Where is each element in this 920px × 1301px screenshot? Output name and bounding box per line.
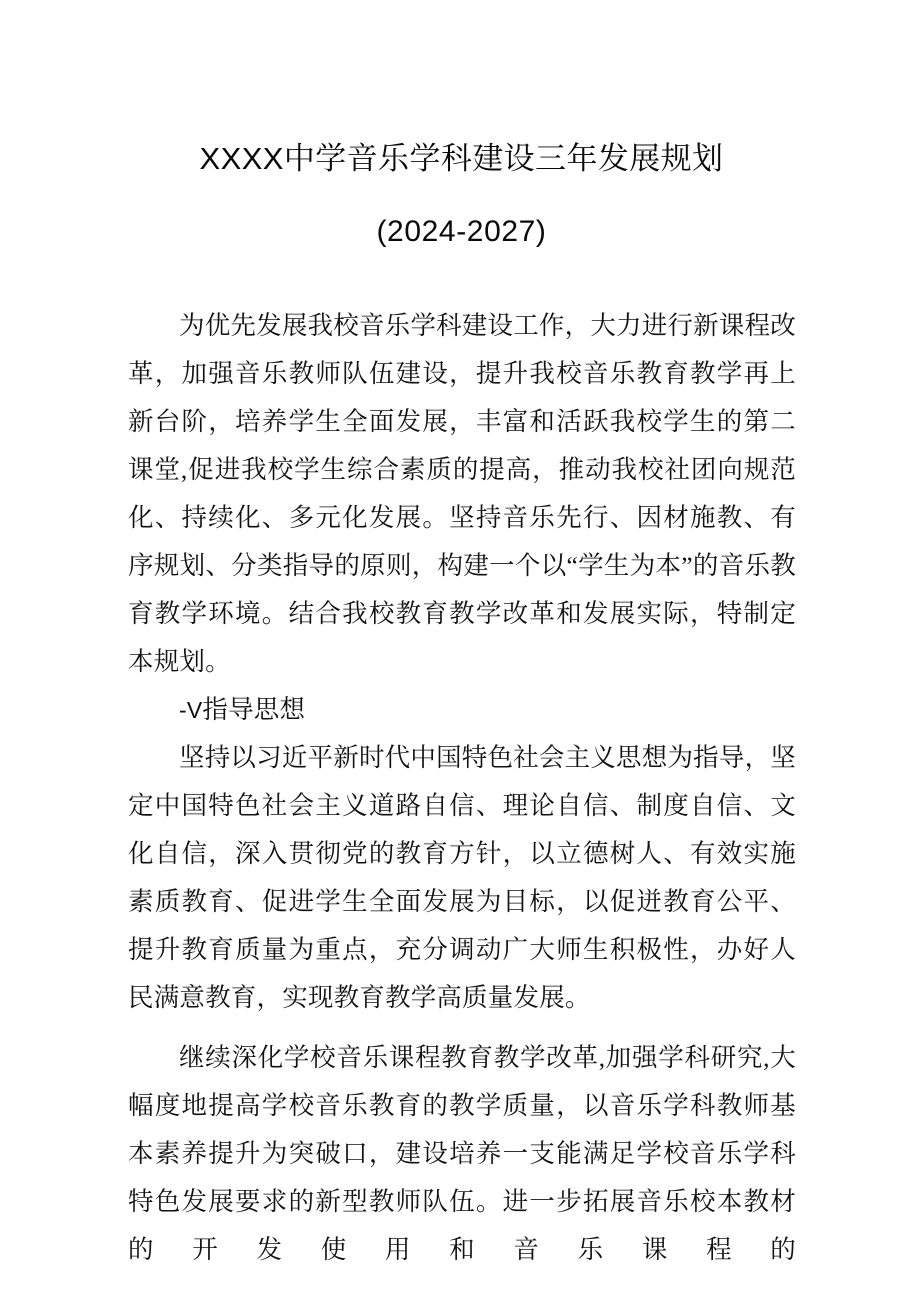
section-paragraph-2: 继续深化学校音乐课程教育教学改革,加强学科研究,大幅度地提高学校音乐教育的教学质量，以音乐学科教师基本素养提升为突破口，建设培养一支能满足学校音乐学科特色发展要求的新型教师队伍。进一步拓展音乐校本教材的开发使用和音乐课程的 — [128, 1043, 796, 1264]
title-block — [128, 138, 795, 252]
section-paragraph-1: 坚持以习近平新时代中国特色社会主义思想为指导，坚定中国特色社会主义道路自信、理论自信、制度自信、文化自信，深入贯彻党的教育方针，以立德树人、有效实施素质教育、促进学生全面发展为目标，以促迸教育公平、提升教育质量为重点，充分调动广大师生积极性，办好人民满意教育，实现教育教学高质量发展。 — [128, 743, 796, 1012]
document-body — [128, 302, 796, 1274]
section-heading-label: 指导思想 — [202, 695, 306, 724]
page-title: XXXX中学音乐学科建设三年发展规划 — [199, 141, 724, 176]
section-heading-guiding-ideology — [128, 686, 796, 734]
document-subtitle-period: (2024-2027) — [376, 215, 547, 248]
section-marker: -V — [179, 697, 203, 723]
preamble-paragraph: 为优先发展我校音乐学科建设工作，大力进行新课程改革，加强音乐教师队伍建设，提升我校音乐教育教学再上新台阶，培养学生全面发展，丰富和活跃我校学生的第二课堂,促进我校学生综合素质的提高，推动我校社团向规范化、持续化、多元化发展。坚持音乐先行、因材施教、有序规划、分类指导的原则，构建一个以“学生为本”的音乐教育教学环境。结合我校教育教学改革和发展实际，特制定本规划。 — [128, 311, 796, 676]
